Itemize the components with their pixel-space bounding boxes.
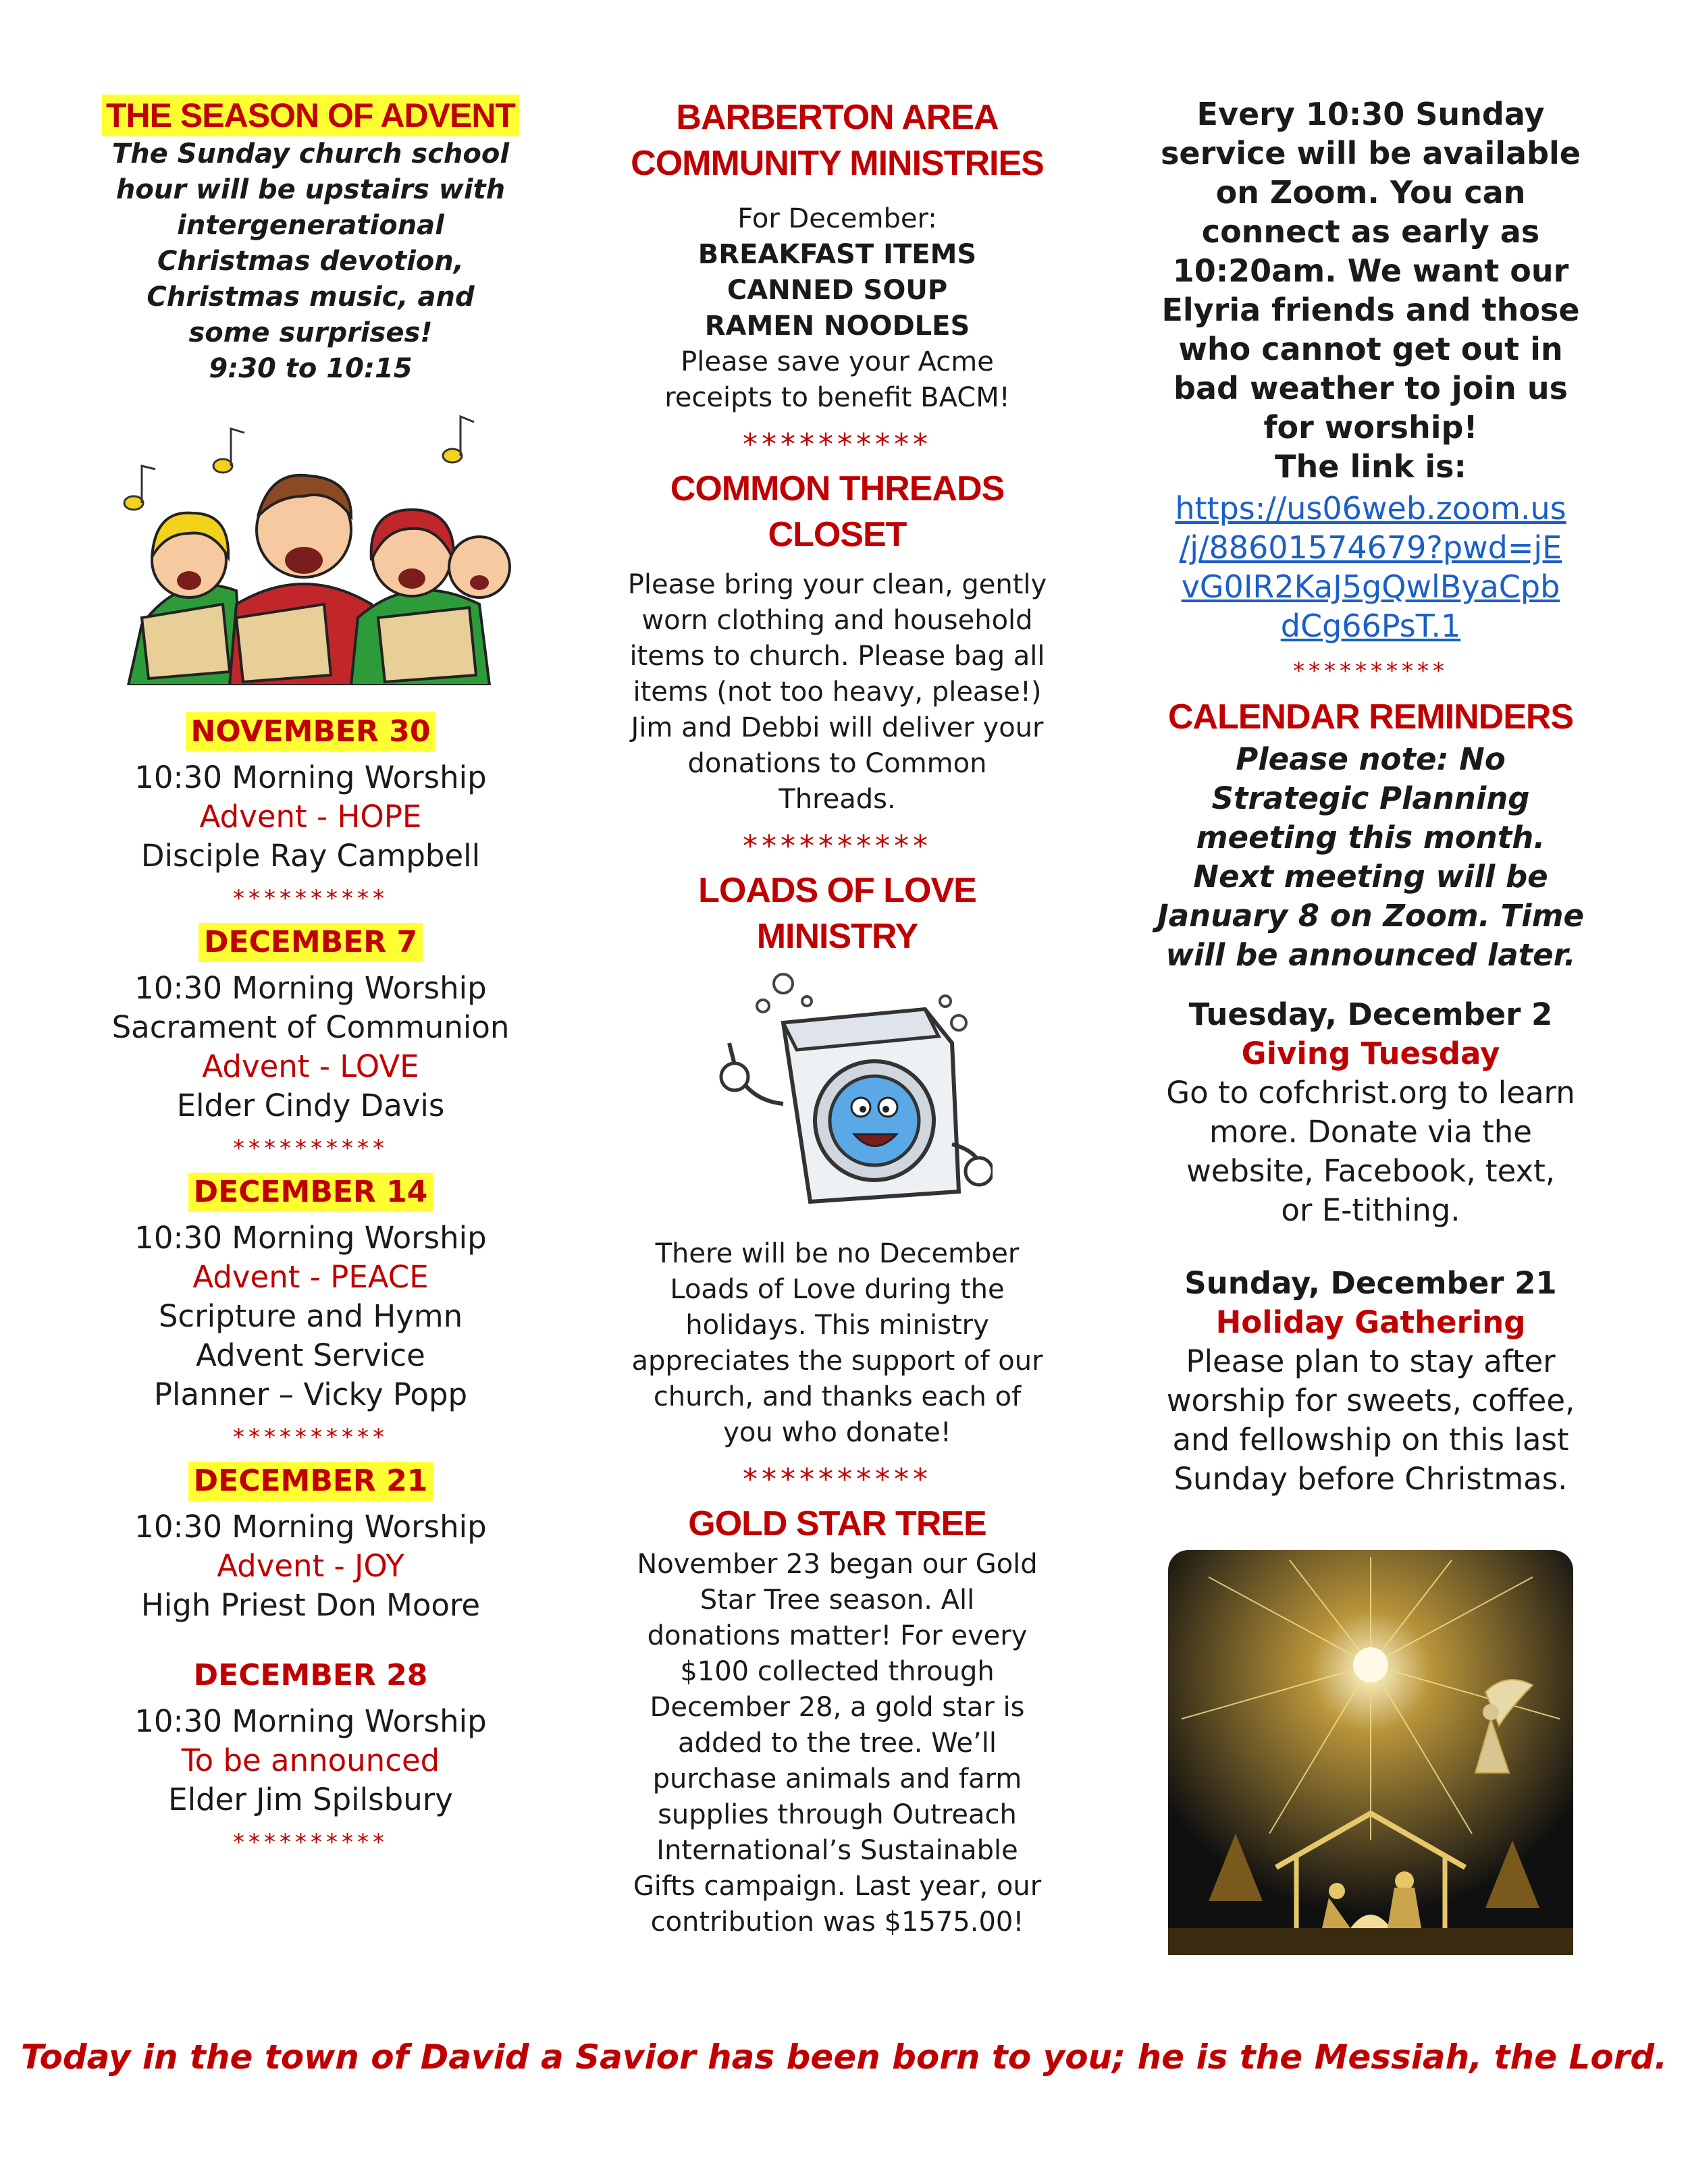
text-line: Please save your Acme	[681, 346, 994, 377]
text-line: The Sunday church school	[111, 138, 510, 169]
zoom-info	[1141, 95, 1600, 486]
service-block	[95, 1656, 527, 1856]
service-date: DECEMBER 28	[193, 1658, 428, 1693]
text-line: purchase animals and farm	[652, 1763, 1022, 1794]
bacm-items	[594, 237, 1080, 344]
text-line: donations to Common	[687, 748, 987, 779]
service-line: To be announced	[181, 1742, 440, 1778]
separator: **********	[233, 1424, 388, 1451]
text-line: CLOSET	[768, 515, 907, 554]
text-line: December 28, a gold star is	[650, 1692, 1025, 1723]
text-line: who cannot get out in	[1178, 331, 1563, 367]
advent-title: THE SEASON OF ADVENT	[102, 95, 519, 136]
text-line: MINISTRY	[756, 917, 918, 956]
text-line: Star Tree season. All	[700, 1584, 975, 1616]
text-line: supplies through Outreach	[658, 1799, 1017, 1830]
text-line: Please plan to stay after	[1186, 1343, 1556, 1379]
column-advent-schedule	[95, 95, 527, 1856]
text-line: items (not too heavy, please!)	[633, 676, 1042, 708]
text-line: on Zoom. You can	[1215, 174, 1526, 211]
service-line: Advent Service	[196, 1337, 425, 1373]
event-body	[1141, 1073, 1600, 1230]
text-line: or E-tithing.	[1281, 1192, 1460, 1228]
text-line: church, and thanks each of	[653, 1381, 1022, 1412]
service-line: High Priest Don Moore	[140, 1587, 481, 1623]
column-zoom-calendar	[1141, 95, 1600, 1955]
text-line: BARBERTON AREA	[676, 98, 999, 137]
scripture-footer: Today in the town of David a Savior has been born to you; he is the Messiah, the Lord.	[20, 2037, 1668, 2077]
text-line: Gifts campaign. Last year, our	[633, 1871, 1042, 1902]
service-date: DECEMBER 21	[188, 1462, 433, 1501]
event-date: Sunday, December 21	[1184, 1265, 1557, 1301]
text-line: Threads.	[779, 784, 896, 815]
text-line: more. Donate via the	[1209, 1114, 1532, 1150]
text-line: 10:20am. We want our	[1172, 252, 1569, 289]
washing-machine-illustration	[682, 969, 993, 1219]
text-line: CANNED SOUP	[727, 275, 948, 306]
separator: **********	[233, 885, 388, 912]
service-line: 10:30 Morning Worship	[134, 760, 487, 795]
service-block	[95, 923, 527, 1162]
text-line: Sunday before Christmas.	[1173, 1461, 1568, 1497]
text-line: 9:30 to 10:15	[209, 353, 413, 384]
loads-of-love-title	[594, 868, 1080, 959]
service-line: Planner – Vicky Popp	[153, 1377, 468, 1412]
text-line: Go to cofchrist.org to learn	[1166, 1075, 1575, 1111]
advent-intro	[95, 136, 527, 387]
carolers-illustration	[101, 402, 520, 685]
separator: **********	[233, 1829, 388, 1856]
service-line: 10:30 Morning Worship	[134, 970, 487, 1006]
text-line: Next meeting will be	[1193, 859, 1548, 895]
text-line: hour will be upstairs with	[115, 174, 506, 205]
event-body	[1141, 1342, 1600, 1499]
event-giving-tuesday	[1141, 995, 1600, 1230]
calendar-note	[1141, 740, 1600, 975]
service-line: Advent - JOY	[217, 1548, 404, 1584]
text-line: receipts to benefit BACM!	[664, 382, 1010, 413]
separator: **********	[743, 1462, 932, 1497]
text-line[interactable]: /j/88601574679?pwd=jE	[1179, 529, 1562, 566]
event-holiday-gathering	[1141, 1264, 1600, 1499]
text-line: Christmas devotion,	[157, 246, 464, 277]
service-date: DECEMBER 7	[199, 923, 423, 962]
text-line: Jim and Debbi will deliver your	[631, 712, 1044, 743]
text-line: for worship!	[1263, 409, 1478, 446]
text-line: RAMEN NOODLES	[704, 311, 970, 342]
service-line: Advent - HOPE	[199, 799, 422, 834]
text-line: January 8 on Zoom. Time	[1157, 898, 1584, 934]
column-ministries	[594, 95, 1080, 1940]
service-line: Advent - LOVE	[202, 1048, 419, 1084]
text-line: contribution was $1575.00!	[650, 1907, 1024, 1938]
text-line: bad weather to join us	[1173, 370, 1568, 406]
gold-star-tree-title: GOLD STAR TREE	[688, 1504, 986, 1543]
text-line: Please note: No	[1236, 741, 1506, 777]
text-line: November 23 began our Gold	[637, 1549, 1038, 1580]
text-line: will be announced later.	[1165, 937, 1576, 973]
service-schedule	[95, 712, 527, 1856]
text-line: intergenerational	[177, 210, 444, 241]
text-line: Loads of Love during the	[670, 1274, 1005, 1305]
service-line: Sacrament of Communion	[111, 1009, 510, 1045]
event-date: Tuesday, December 2	[1188, 996, 1553, 1032]
text-line[interactable]: https://us06web.zoom.us	[1175, 490, 1566, 527]
service-block	[95, 1173, 527, 1451]
zoom-link[interactable]	[1141, 489, 1600, 645]
service-line: 10:30 Morning Worship	[134, 1220, 487, 1256]
common-threads-body	[594, 567, 1080, 818]
separator: **********	[233, 1135, 388, 1162]
service-line: Advent - PEACE	[192, 1259, 429, 1295]
text-line: items to church. Please bag all	[629, 641, 1045, 672]
text-line: added to the tree. We’ll	[678, 1728, 997, 1759]
text-line: Elyria friends and those	[1161, 292, 1580, 328]
separator: **********	[1293, 658, 1448, 685]
bacm-title	[594, 95, 1080, 186]
text-line: meeting this month.	[1196, 820, 1546, 855]
separator: **********	[743, 427, 932, 462]
service-line: 10:30 Morning Worship	[134, 1509, 487, 1545]
service-line: Elder Cindy Davis	[176, 1088, 445, 1123]
bacm-note	[594, 344, 1080, 416]
service-line: Elder Jim Spilsbury	[168, 1782, 453, 1817]
text-line: donations matter! For every	[647, 1620, 1028, 1651]
bacm-for: For December:	[737, 203, 937, 234]
text-line: service will be available	[1161, 135, 1581, 171]
text-line: appreciates the support of our	[631, 1346, 1043, 1377]
text-line: connect as early as	[1201, 213, 1540, 250]
text-line: There will be no December	[655, 1238, 1020, 1269]
text-line[interactable]: vG0IR2KaJ5gQwlByaCpb	[1181, 568, 1560, 605]
separator: **********	[743, 829, 932, 863]
service-line: Scripture and Hymn	[158, 1298, 463, 1334]
text-line: $100 collected through	[680, 1656, 995, 1687]
service-block	[95, 1462, 527, 1645]
event-name: Holiday Gathering	[1215, 1304, 1526, 1340]
text-line: Please bring your clean, gently	[627, 569, 1047, 600]
service-line: 10:30 Morning Worship	[134, 1703, 487, 1739]
service-block	[95, 712, 527, 912]
text-line: worship for sweets, coffee,	[1166, 1383, 1575, 1418]
text-line: The link is:	[1275, 448, 1467, 485]
service-line: Disciple Ray Campbell	[140, 838, 481, 874]
text-line: Every 10:30 Sunday	[1196, 96, 1545, 132]
text-line: you who donate!	[723, 1417, 951, 1448]
text-line: holidays. This ministry	[685, 1310, 989, 1341]
gold-star-tree-body	[594, 1547, 1080, 1940]
text-line: International’s Sustainable	[656, 1835, 1018, 1866]
loads-of-love-body	[594, 1236, 1080, 1451]
text-line: Christmas music, and	[147, 282, 475, 313]
nativity-star-illustration	[1168, 1550, 1573, 1955]
text-line[interactable]: dCg66PsT.1	[1280, 608, 1461, 644]
common-threads-title	[594, 466, 1080, 558]
text-line: and fellowship on this last	[1172, 1422, 1569, 1458]
event-name: Giving Tuesday	[1241, 1036, 1500, 1071]
text-line: some surprises!	[188, 317, 433, 348]
text-line: COMMUNITY MINISTRIES	[631, 144, 1044, 183]
text-line: BREAKFAST ITEMS	[697, 239, 977, 270]
text-line: LOADS OF LOVE	[698, 871, 976, 910]
text-line: website, Facebook, text,	[1186, 1153, 1556, 1189]
service-date: NOVEMBER 30	[186, 712, 436, 751]
text-line: worn clothing and household	[641, 605, 1033, 636]
calendar-reminders-title: CALENDAR REMINDERS	[1167, 697, 1574, 737]
text-line: Strategic Planning	[1211, 780, 1530, 816]
text-line: COMMON THREADS	[670, 469, 1005, 508]
service-date: DECEMBER 14	[188, 1173, 433, 1212]
